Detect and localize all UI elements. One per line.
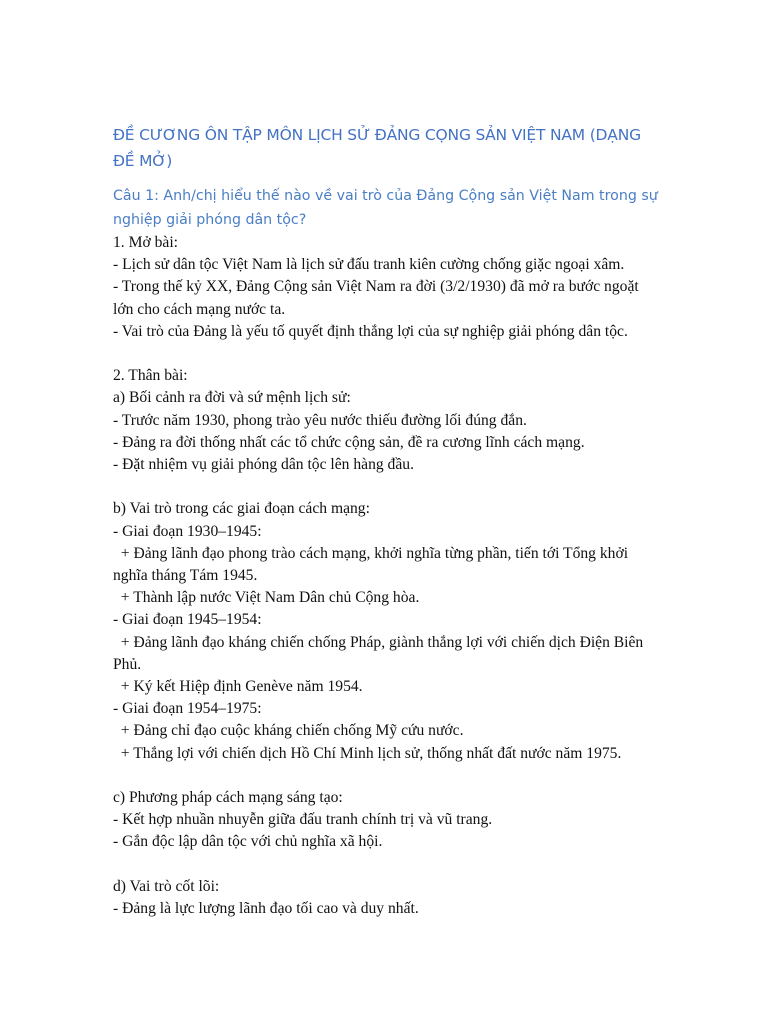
section-c-line: - Kết hợp nhuần nhuyễn giữa đấu tranh chính trị và vũ trang.	[113, 811, 493, 829]
paragraph-gap	[113, 476, 658, 498]
document-page	[113, 122, 658, 920]
section-b-line: + Đảng chỉ đạo cuộc kháng chiến chống Mỹ cứu nước.	[113, 722, 464, 740]
paragraph-gap	[113, 854, 658, 876]
intro-line: - Trong thế kỷ XX, Đảng Cộng sản Việt Nam ra đời (3/2/1930) đã mở ra bước ngoặt lớn cho cách mạng nước ta.	[113, 278, 643, 318]
section-b-line: + Thắng lợi với chiến dịch Hồ Chí Minh lịch sử, thống nhất đất nước năm 1975.	[113, 744, 622, 762]
section-a-line: - Đảng ra đời thống nhất các tổ chức cộng sản, đề ra cương lĩnh cách mạng.	[113, 433, 585, 451]
section-a-heading: a) Bối cảnh ra đời và sứ mệnh lịch sử:	[113, 389, 351, 407]
intro-line: - Lịch sử dân tộc Việt Nam là lịch sử đấu tranh kiên cường chống giặc ngoại xâm.	[113, 256, 625, 274]
section-c-heading: c) Phương pháp cách mạng sáng tạo:	[113, 789, 343, 807]
section-d-heading: d) Vai trò cốt lõi:	[113, 877, 220, 895]
question-heading: Câu 1: Anh/chị hiểu thế nào về vai trò của Đảng Cộng sản Việt Nam trong sự nghiệp giải phóng dân tộc?	[113, 188, 658, 228]
section-c-line: - Gắn độc lập dân tộc với chủ nghĩa xã hội.	[113, 833, 383, 851]
intro-line: - Vai trò của Đảng là yếu tố quyết định thắng lợi của sự nghiệp giải phóng dân tộc.	[113, 322, 628, 340]
section-a-line: - Đặt nhiệm vụ giải phóng dân tộc lên hàng đầu.	[113, 456, 414, 474]
document-body	[113, 232, 658, 920]
section-b-line: - Giai đoạn 1954–1975:	[113, 700, 262, 718]
section-b-line: + Thành lập nước Việt Nam Dân chủ Cộng hòa.	[113, 589, 420, 607]
section-b-line: + Đảng lãnh đạo phong trào cách mạng, khởi nghĩa từng phần, tiến tới Tổng khởi nghĩa tháng Tám 1945.	[113, 544, 632, 585]
section-a-line: - Trước năm 1930, phong trào yêu nước thiếu đường lối đúng đắn.	[113, 411, 527, 429]
section-b-line: + Ký kết Hiệp định Genève năm 1954.	[113, 678, 363, 696]
section-b-line: - Giai đoạn 1930–1945:	[113, 522, 262, 540]
paragraph-gap	[113, 343, 658, 365]
section-b-line: + Đảng lãnh đạo kháng chiến chống Pháp, giành thắng lợi với chiến dịch Điện Biên Phủ.	[113, 633, 648, 673]
section-b-heading: b) Vai trò trong các giai đoạn cách mạng:	[113, 500, 370, 518]
body-heading: 2. Thân bài:	[113, 367, 188, 385]
section-d-line: - Đảng là lực lượng lãnh đạo tối cao và duy nhất.	[113, 900, 419, 918]
document-title: ĐỀ CƯƠNG ÔN TẬP MÔN LỊCH SỬ ĐẢNG CỌNG SẢN VIỆT NAM (DẠNG ĐỀ MỞ)	[113, 126, 641, 170]
intro-heading: 1. Mở bài:	[113, 234, 178, 251]
paragraph-gap	[113, 765, 658, 787]
section-b-line: - Giai đoạn 1945–1954:	[113, 611, 262, 629]
